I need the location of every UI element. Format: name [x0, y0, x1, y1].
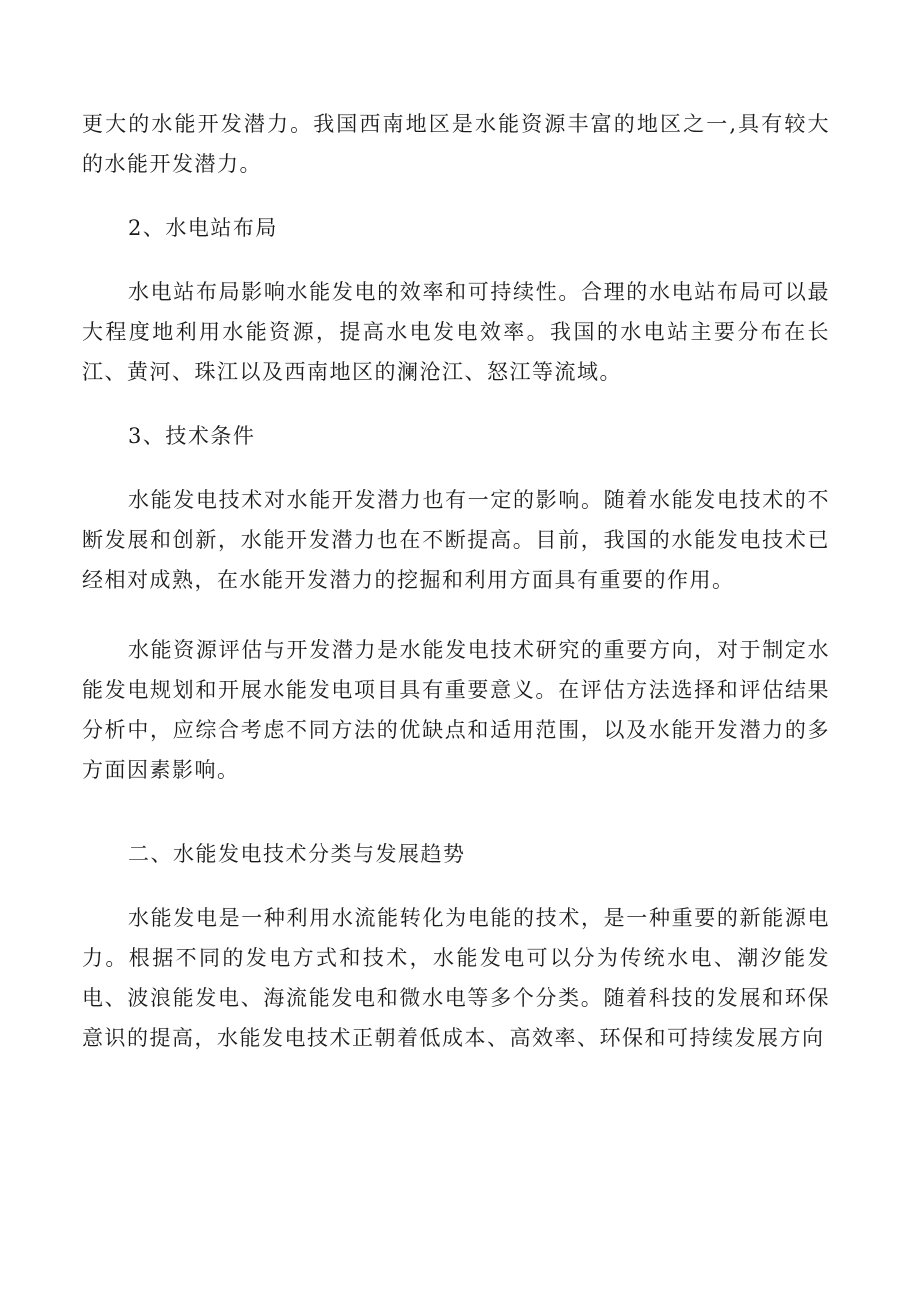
- spacer: [82, 392, 830, 416]
- spacer: [82, 456, 830, 480]
- paragraph-technical-conditions: 水能发电技术对水能开发潜力也有一定的影响。随着水能发电技术的不断发展和创新，水能开发潜力也在不断提高。目前，我国的水能发电技术已经相对成熟，在水能开发潜力的挖掘和利用方面具有重要的作用。: [82, 488, 830, 592]
- paragraph-hydropower-layout: 水电站布局影响水能发电的效率和可持续性。合理的水电站布局可以最大程度地利用水能资源，提高水电发电效率。我国的水电站主要分布在长江、黄河、珠江以及西南地区的澜沧江、怒江等流域。: [82, 280, 830, 384]
- paragraph-intro: 更大的水能开发潜力。我国西南地区是水能资源丰富的地区之一,具有较大的水能开发潜力。: [82, 112, 830, 176]
- document-body: [82, 104, 830, 1058]
- paragraph-summary: 水能资源评估与开发潜力是水能发电技术研究的重要方向，对于制定水能发电规划和开展水能发电项目具有重要意义。在评估方法选择和评估结果分析中，应综合考虑不同方法的优缺点和适用范围，以及水能开发潜力的多方面因素影响。: [82, 638, 830, 782]
- heading-section-two: 二、水能发电技术分类与发展趋势: [128, 842, 466, 866]
- spacer: [82, 184, 830, 208]
- spacer: [82, 874, 830, 898]
- spacer: [82, 248, 830, 272]
- heading-technical-conditions: 3、技术条件: [128, 424, 256, 448]
- spacer: [82, 790, 830, 834]
- spacer: [82, 600, 830, 630]
- paragraph-section-two: 水能发电是一种利用水流能转化为电能的技术，是一种重要的新能源电力。根据不同的发电方式和技术，水能发电可以分为传统水电、潮汐能发电、波浪能发电、海流能发电和微水电等多个分类。随着科技的发展和环保意识的提高，水能发电技术正朝着低成本、高效率、环保和可持续发展方向: [82, 906, 830, 1050]
- heading-hydropower-layout: 2、水电站布局: [128, 216, 278, 240]
